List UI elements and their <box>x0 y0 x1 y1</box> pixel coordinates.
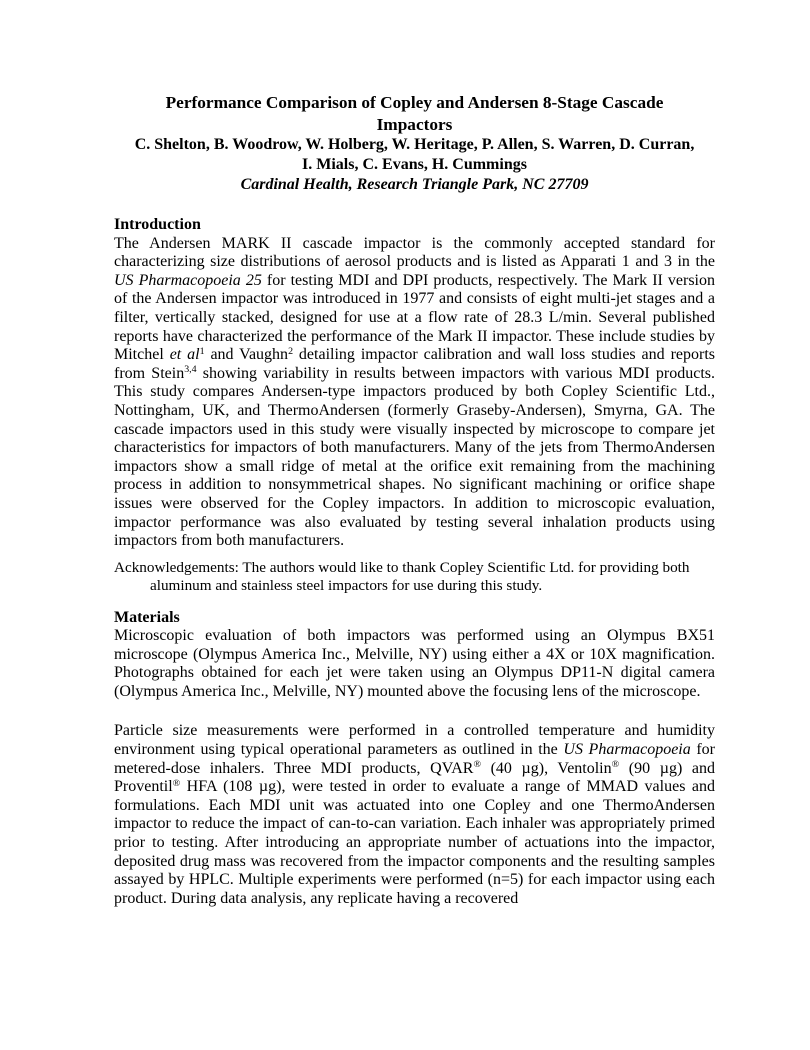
paper-title-line-2: Impactors <box>376 114 453 134</box>
paper-affiliation: Cardinal Health, Research Triangle Park, NC 27709 <box>240 176 589 193</box>
paper-authors-line-1: C. Shelton, B. Woodrow, W. Holberg, W. Heritage, P. Allen, S. Warren, D. Curran, <box>134 136 695 153</box>
paper-authors-line-2: I. Mials, C. Evans, H. Cummings <box>302 156 527 173</box>
section-heading-materials: Materials <box>114 608 180 626</box>
paper-title-line-1: Performance Comparison of Copley and Andersen 8-Stage Cascade <box>165 93 664 112</box>
paper-header <box>114 92 715 195</box>
acknowledgements-note: Acknowledgements: The authors would like to thank Copley Scientific Ltd. for providing both aluminum and stainless steel impactors for use during this study. <box>114 558 690 595</box>
materials-paragraph-2: Particle size measurements were performed in a controlled temperature and humidity environment using typical operational parameters as outlined in the US Pharmacopoeia for metered-dose inhalers. Three MDI products, QVAR® (40 µg), Ventolin® (90 µg) and Proventil® HFA (108 µg), were tested in order to evaluate a range of MMAD values and formulations. Each MDI unit was actuated into one Copley and one ThermoAndersen impactor to reduce the impact of can-to-can variation. Each inhaler was appropriately primed prior to testing. After introducing an appropriate number of actuations into the impactor, deposited drug mass was recovered from the impactor components and the resulting samples assayed by HPLC. Multiple experiments were performed (n=5) for each impactor using each product. During data analysis, any replicate having a recovered <box>114 722 716 907</box>
paper-authors <box>114 135 715 175</box>
section-heading-introduction: Introduction <box>114 216 201 233</box>
materials-paragraph-1: Microscopic evaluation of both impactors was performed using an Olympus BX51 microscope (Olympus America Inc., Melville, NY) using either a 4X or 10X magnification. Photographs obtained for each jet were taken using an Olympus DP11-N digital camera (Olympus America Inc., Melville, NY) mounted above the focusing lens of the microscope. <box>114 627 715 700</box>
paper-title <box>114 92 715 135</box>
introduction-paragraph: The Andersen MARK II cascade impactor is the commonly accepted standard for characterizing size distributions of aerosol products and is listed as Apparati 1 and 3 in the US Pharmacopoeia 25 for testing MDI and DPI products, respectively. The Mark II version of the Andersen impactor was introduced in 1977 and consists of eight multi-jet stages and a filter, vertically stacked, designed for use at a flow rate of 28.3 L/min. Several published reports have characterized the performance of the Mark II impactor. These include studies by Mitchel et $al^1$ and Vaughn$^2$ detailing impactor calibration and wall loss studies and reports from Stein$^{3,4}$ showing variability in results between impactors with various MDI products. This study compares Andersen-type impactors produced by both Copley Scientific Ltd., Nottingham, UK, and ThermoAndersen (formerly Graseby-Andersen), Smyrna, GA. The cascade impactors used in this study were visually inspected by microscope to compare jet characteristics for impactors of both manufacturers. Many of the jets from ThermoAndersen impactors show a small ridge of metal at the orifice exit remaining from the machining process in addition to nonsymmetrical shapes. No significant machining or orifice shape issues were observed for the Copley impactors. In addition to microscopic evaluation, impactor performance was also evaluated by testing several inhalation products using impactors from both manufacturers. <box>114 234 716 550</box>
